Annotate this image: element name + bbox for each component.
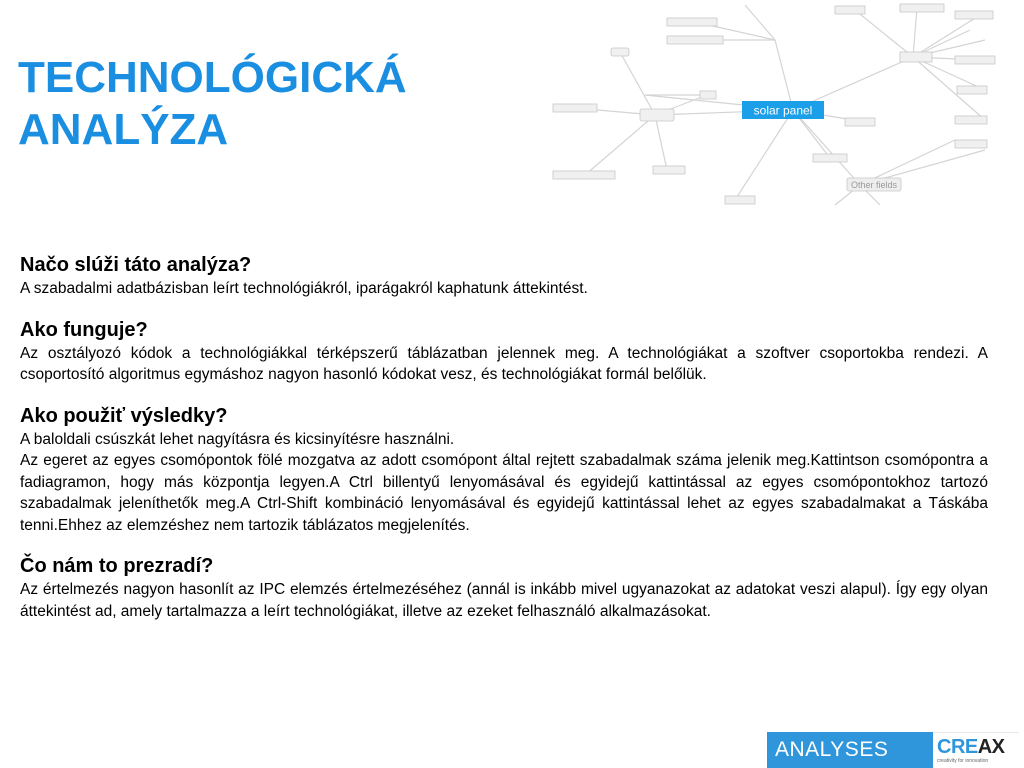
section-how-to-use xyxy=(20,403,988,537)
section-text: A szabadalmi adatbázisban leírt technológiákról, iparágakról kaphatunk áttekintést. xyxy=(20,280,588,297)
analyses-label: ANALYSES xyxy=(767,732,933,768)
page-title xyxy=(18,52,407,156)
brand-ax: AX xyxy=(977,736,1005,758)
brand-cre: CRE xyxy=(937,736,978,758)
section-heading: Čo nám to prezradí? xyxy=(20,555,214,577)
title-line-1: TECHNOLÓGICKÁ xyxy=(18,53,407,102)
creax-wordmark xyxy=(937,736,1005,759)
section-heading: Načo slúži táto analýza? xyxy=(20,254,252,276)
creax-logo xyxy=(933,732,1019,768)
section-heading: Ako funguje? xyxy=(20,318,148,341)
footer-brand-bar xyxy=(767,732,1019,768)
technology-network-graph[interactable] xyxy=(545,0,1024,210)
section-text: A baloldali csúszkát lehet nagyításra és kicsinyítésre használni. xyxy=(20,430,455,448)
highlight-node-label: solar panel xyxy=(753,103,813,118)
section-what-it-tells xyxy=(20,553,988,622)
section-heading: Ako použiť výsledky? xyxy=(20,404,228,427)
section-text: Az egeret az egyes csomópontok fölé mozgatva az adott csomópont által rejtett szabadalmak száma jelenik meg.Kattintson csomópontra a fadiagramon, hogy más központja legyen.A Ctrl billentyű lenyomásával és egyidejű kattintással az egyes csomópontokhoz tartozó szabadalmak jeleníthetők meg.A Ctrl-Shift kombináció lenyomásával és egyidejű kattintással lehet az egyes szabadalmakat a Táskába tenni.Ehhez az elemzéshez nem tartozik táblázatos megjelenítés. xyxy=(20,452,988,534)
section-text: Az értelmezés nagyon hasonlít az IPC elemzés értelmezéséhez (annál is inkább mivel ugyanazokat az adatokat veszi alapul). Így egy olyan áttekintést ad, amely tartalmazza a leírt technológiákat, illetve az ezeket felhasználó alkalmazásokat. xyxy=(20,581,988,620)
section-how-it-works xyxy=(20,317,988,386)
highlight-node[interactable] xyxy=(742,101,824,119)
other-fields-node[interactable] xyxy=(847,178,901,191)
title-line-2: ANALÝZA xyxy=(18,105,229,154)
content-body xyxy=(20,252,988,639)
brand-tagline: creativity for innovation xyxy=(937,758,989,764)
section-purpose xyxy=(20,252,988,300)
section-text: Az osztályozó kódok a technológiákkal térképszerű táblázatban jelennek meg. A technológiákat a szoftver csoportokba rendezi. A csoportosító algoritmus egymáshoz nagyon hasonló kódokat vesz, és technológiákat formál belőlük. xyxy=(20,344,988,383)
other-fields-label: Other fields xyxy=(850,180,898,190)
